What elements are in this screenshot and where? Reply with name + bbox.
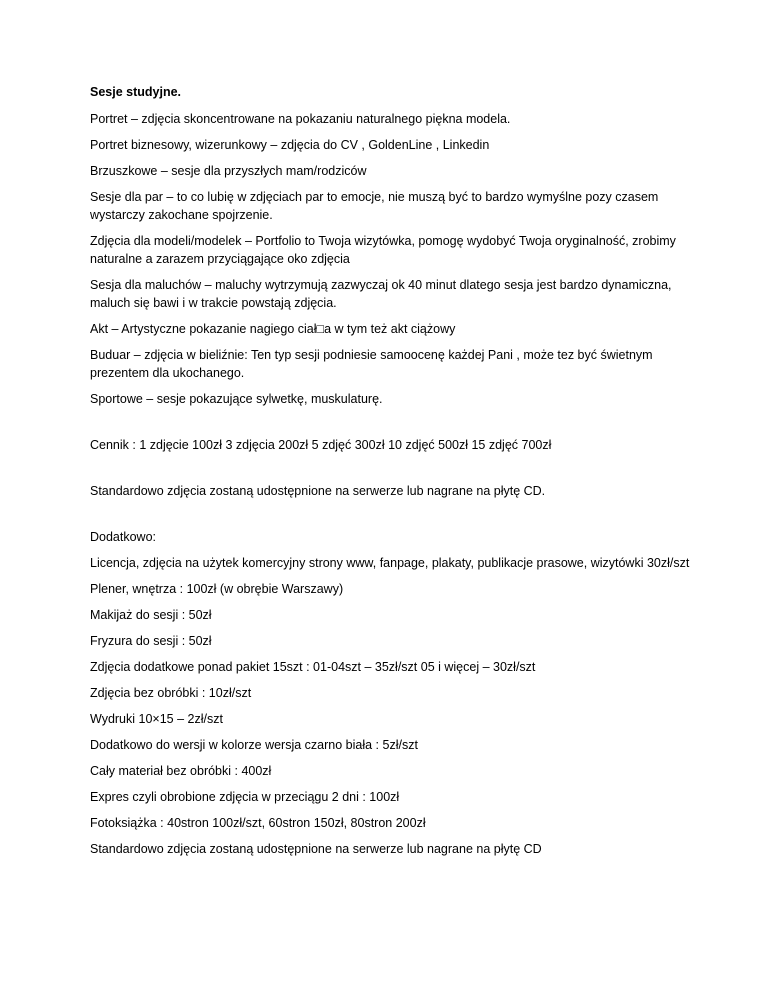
extras-heading: Dodatkowo: (90, 530, 157, 544)
document-title: Sesje studyjne. (90, 85, 182, 99)
session-akt: Akt – Artystyczne pokazanie nagiego ciał□a w tym też akt ciążowy (90, 322, 456, 336)
extra-makijaz: Makijaż do sesji : 50zł (90, 608, 212, 622)
session-portret: Portret – zdjęcia skoncentrowane na pokazaniu naturalnego piękna modela. (90, 112, 511, 126)
extra-expres: Expres czyli obrobione zdjęcia w przeciągu 2 dni : 100zł (90, 790, 400, 804)
extra-licencja: Licencja, zdjęcia na użytek komercyjny strony www, fanpage, plakaty, publikacje prasowe, wizytówki 30zł/szt (90, 556, 690, 570)
session-maluchy: Sesja dla maluchów – maluchy wytrzymują zazwyczaj ok 40 minut dlatego sesja jest bardzo dynamiczna, maluch się bawi i w trakcie powstają zdjęcia. (90, 278, 672, 310)
extra-delivery-note: Standardowo zdjęcia zostaną udostępnione na serwerze lub nagrane na płytę CD (90, 842, 542, 856)
session-pary: Sesje dla par – to co lubię w zdjęciach par to emocje, nie muszą być to bardzo wymyślne pozy czasem wystarczy zakochane spojrzenie. (90, 190, 659, 222)
spacer (90, 462, 700, 482)
spacer (90, 508, 700, 528)
session-sportowe: Sportowe – sesje pokazujące sylwetkę, muskulaturę. (90, 392, 383, 406)
session-modele: Zdjęcia dla modeli/modelek – Portfolio to Twoja wizytówka, pomogę wydobyć Twoja oryginalność, zrobimy naturalne a zarazem przyciągające oko zdjęcia (90, 234, 676, 266)
session-buduar: Buduar – zdjęcia w bieliźnie: Ten typ sesji podniesie samoocenę każdej Pani , może tez być świetnym prezentem dla ukochanego. (90, 348, 653, 380)
pricing-line: Cennik : 1 zdjęcie 100zł 3 zdjęcia 200zł 5 zdjęć 300zł 10 zdjęć 500zł 15 zdjęć 700zł (90, 438, 552, 452)
extra-czarno-biala: Dodatkowo do wersji w kolorze wersja czarno biała : 5zł/szt (90, 738, 418, 752)
extra-zdjecia-dodatkowe: Zdjęcia dodatkowe ponad pakiet 15szt : 01-04szt – 35zł/szt 05 i więcej – 30zł/szt (90, 660, 536, 674)
extra-wydruki: Wydruki 10×15 – 2zł/szt (90, 712, 223, 726)
extra-bez-obrobki: Zdjęcia bez obróbki : 10zł/szt (90, 686, 252, 700)
extra-fryzura: Fryzura do sesji : 50zł (90, 634, 212, 648)
spacer (90, 416, 700, 436)
session-brzuszkowe: Brzuszkowe – sesje dla przyszłych mam/rodziców (90, 164, 367, 178)
extra-fotoksiazka: Fotoksiążka : 40stron 100zł/szt, 60stron 150zł, 80stron 200zł (90, 816, 426, 830)
extra-caly-material: Cały materiał bez obróbki : 400zł (90, 764, 272, 778)
document-body (90, 83, 700, 866)
delivery-note: Standardowo zdjęcia zostaną udostępnione na serwerze lub nagrane na płytę CD. (90, 484, 546, 498)
extra-plener: Plener, wnętrza : 100zł (w obrębie Warszawy) (90, 582, 344, 596)
session-portret-biznesowy: Portret biznesowy, wizerunkowy – zdjęcia do CV , GoldenLine , Linkedin (90, 138, 490, 152)
